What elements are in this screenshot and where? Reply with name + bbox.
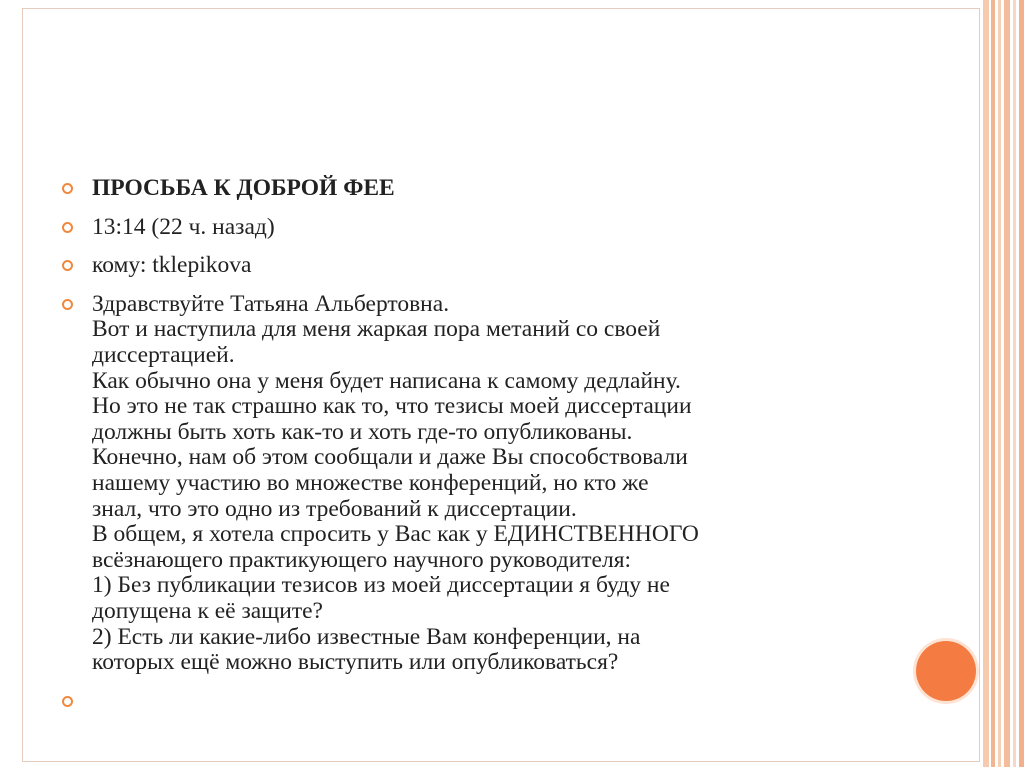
body-line: Конечно, нам об этом сообщали и даже Вы способствовали (92, 444, 688, 471)
decorative-stripe (1004, 0, 1010, 767)
message-time: 13:14 (22 ч. назад) (92, 213, 275, 240)
body-line: должны быть хоть как-то и хоть где-то опубликованы. (92, 418, 633, 445)
body-line: В общем, я хотела спросить у Вас как у ЕДИНСТВЕННОГО (92, 521, 699, 548)
body-line: всёзнающего практикующего научного руководителя: (92, 546, 632, 573)
body-line: Как обычно она у меня будет написана к самому дедлайну. (92, 367, 681, 394)
list-item-recipient (62, 253, 892, 279)
orange-circle-icon (916, 641, 976, 701)
list-item-title (62, 176, 892, 202)
body-line: диссертацией. (92, 341, 235, 368)
body-line: Вот и наступила для меня жаркая пора метаний со своей (92, 316, 661, 343)
decorative-stripe (983, 0, 989, 767)
body-line: знал, что это одно из требований к диссертации. (92, 495, 577, 522)
list-item-body (62, 292, 892, 676)
ring-bullet-icon (62, 222, 73, 233)
body-line: 2) Есть ли какие-либо известные Вам конференции, на (92, 623, 641, 650)
body-line: нашему участию во множестве конференций, но кто же (92, 469, 649, 496)
message-body (92, 292, 892, 676)
list-item-empty (62, 689, 892, 715)
decorative-stripe (998, 0, 1001, 767)
body-line: которых ещё можно выступить или опубликоваться? (92, 649, 619, 676)
list-item-time (62, 215, 892, 241)
message-recipient: кому: tklepikova (92, 252, 252, 279)
ring-bullet-icon (62, 299, 73, 310)
slide-title: ПРОСЬБА К ДОБРОЙ ФЕЕ (92, 175, 395, 201)
body-line: допущена к её защите? (92, 597, 323, 624)
ring-bullet-icon (62, 183, 73, 194)
body-line: 1) Без публикации тезисов из моей диссертации я буду не (92, 572, 670, 599)
body-line: Здравствуйте Татьяна Альбертовна. (92, 290, 450, 317)
decorative-stripe (991, 0, 995, 767)
slide-content (62, 176, 892, 728)
decorative-stripe (1013, 0, 1016, 767)
decorative-stripe (1019, 0, 1024, 767)
body-line: Но это не так страшно как то, что тезисы моей диссертации (92, 393, 692, 420)
ring-bullet-icon (62, 696, 73, 707)
ring-bullet-icon (62, 260, 73, 271)
